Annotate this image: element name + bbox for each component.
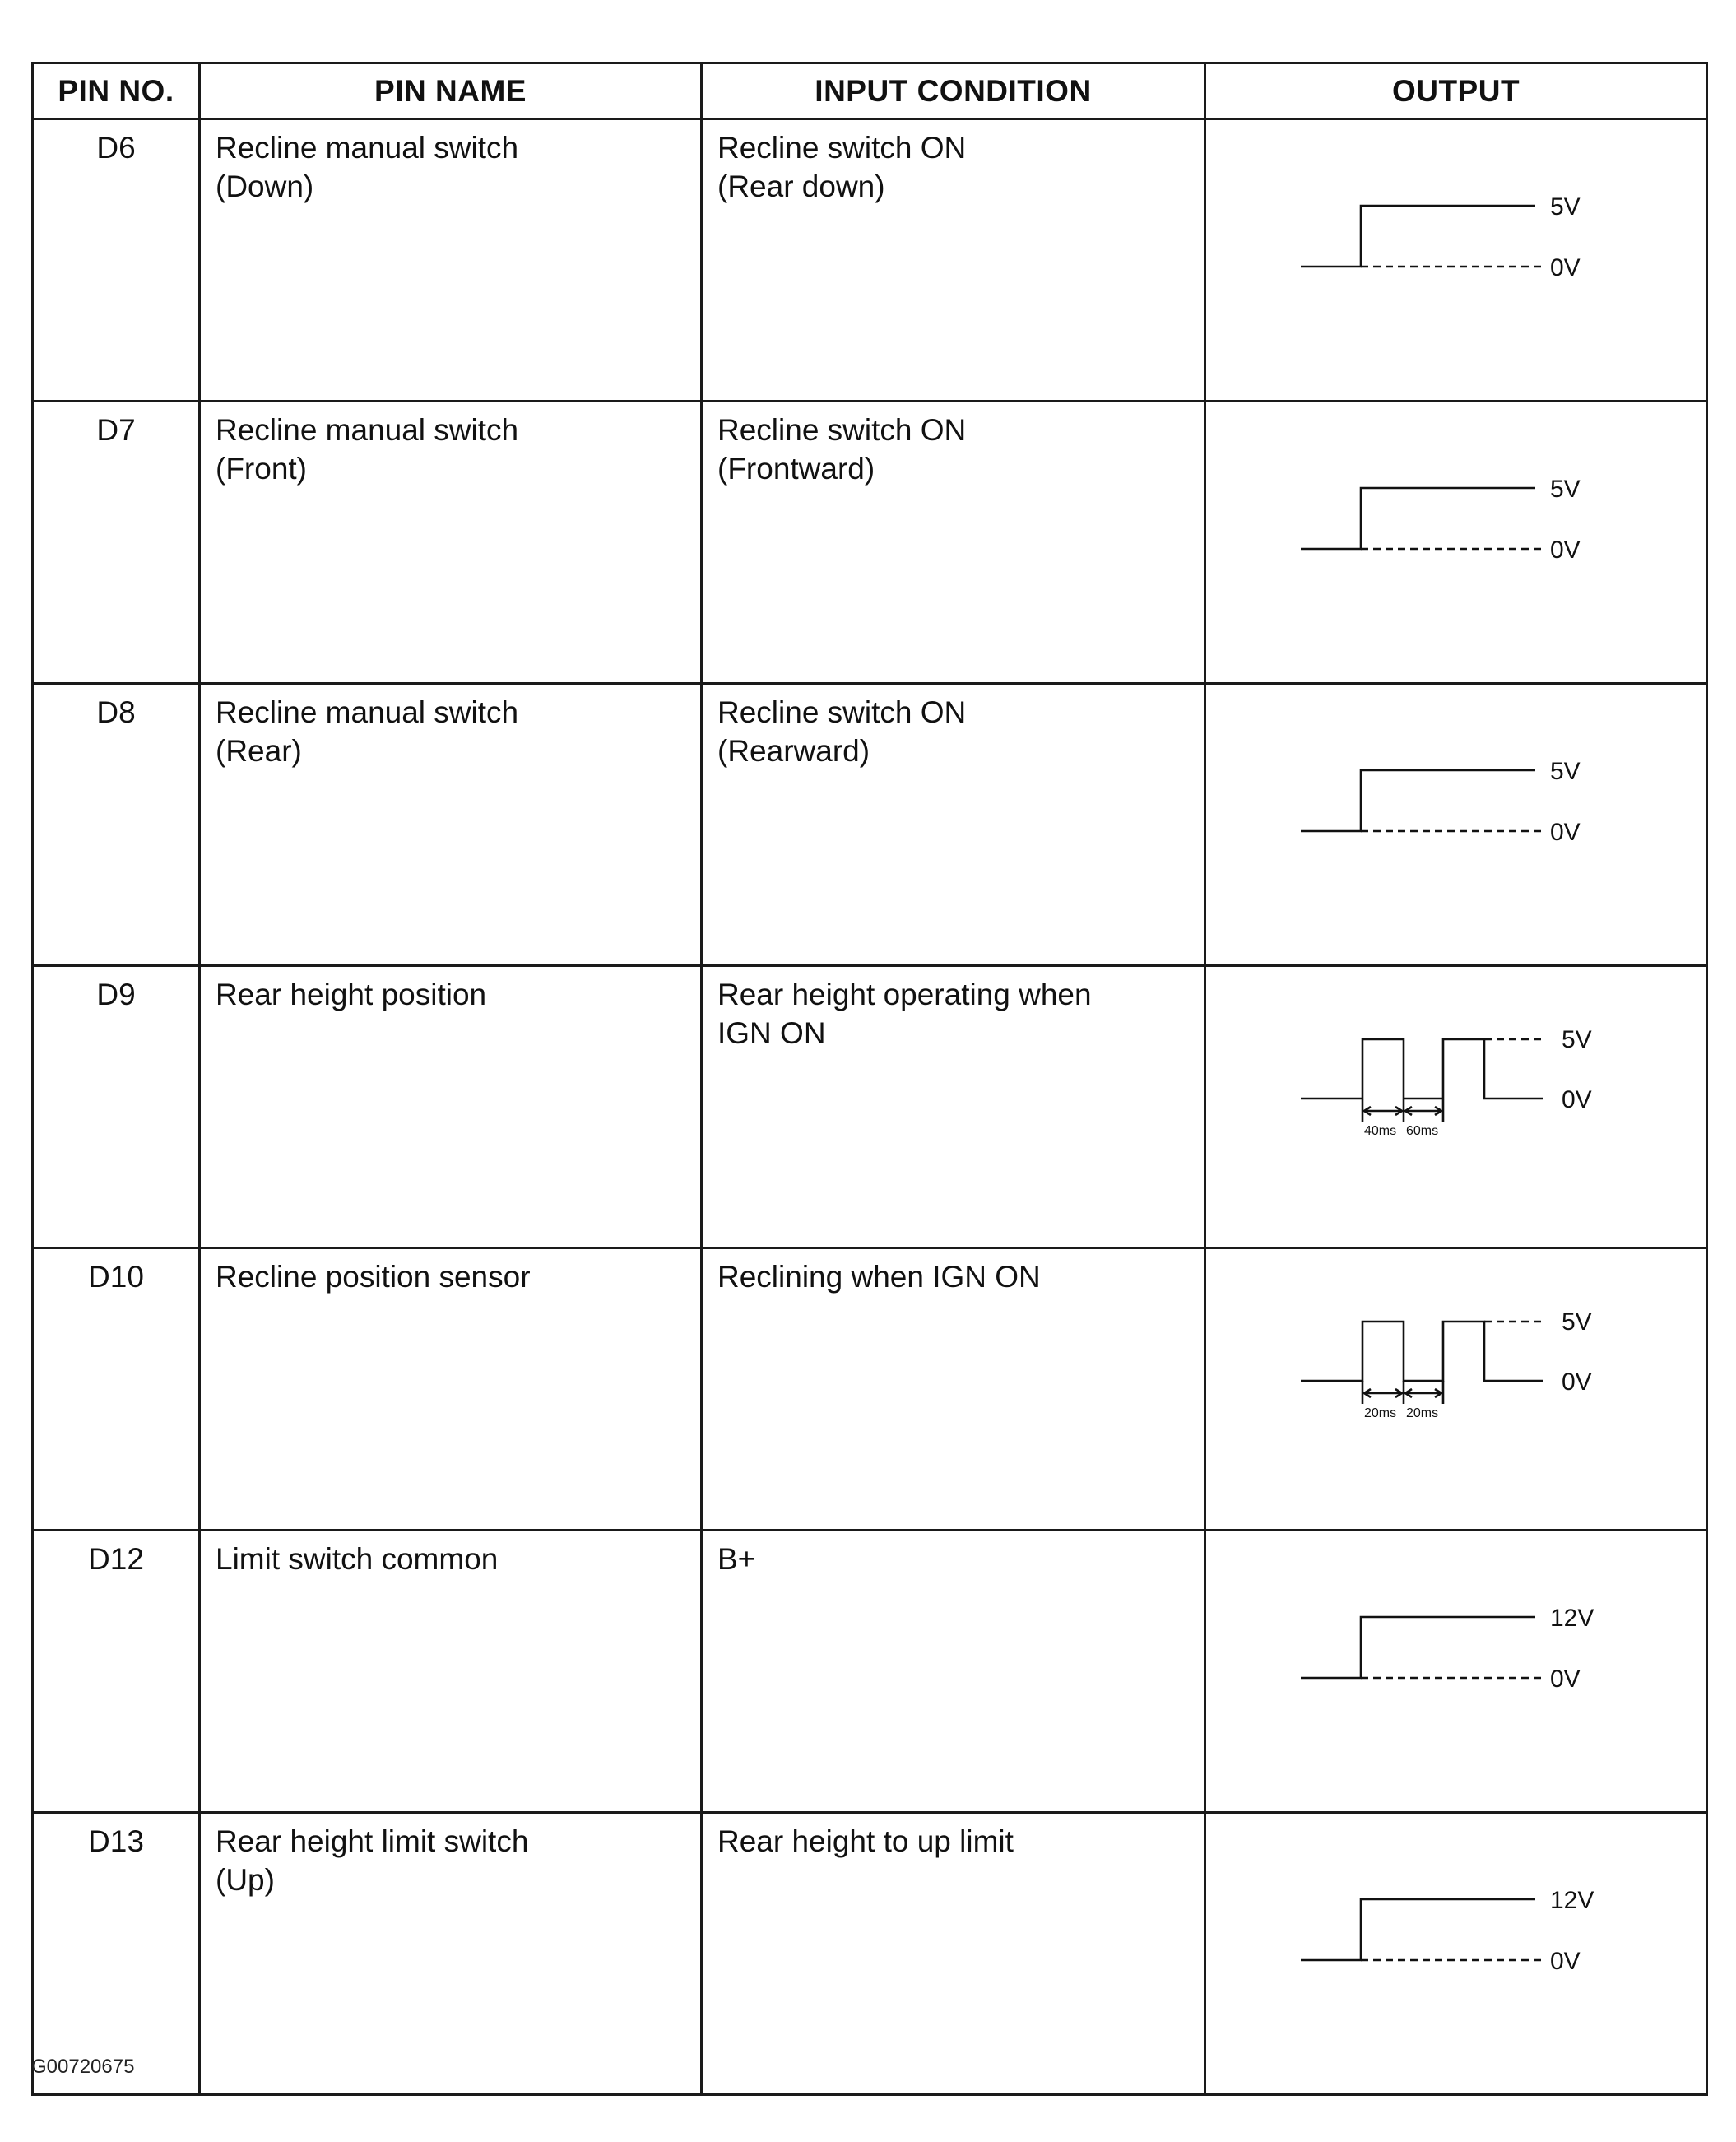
pin-number: D9 bbox=[33, 966, 200, 1248]
input-condition-cell bbox=[702, 684, 1205, 966]
header-pin-name: PIN NAME bbox=[200, 63, 702, 119]
input-condition-line: (Rear down) bbox=[717, 170, 885, 203]
output-cell bbox=[1205, 684, 1707, 966]
waveform-trace bbox=[1301, 1039, 1543, 1099]
waveform-trace bbox=[1301, 1899, 1535, 1960]
output-cell bbox=[1205, 1813, 1707, 2095]
pin-name-line: Recline manual switch bbox=[216, 131, 519, 165]
input-condition-cell bbox=[702, 966, 1205, 1248]
pin-name-cell bbox=[200, 966, 702, 1248]
low-level-label: 0V bbox=[1562, 1086, 1592, 1113]
input-condition-line: Recline switch ON bbox=[717, 695, 967, 729]
input-condition-line: Rear height operating when bbox=[717, 978, 1092, 1011]
output-waveform bbox=[1206, 120, 1703, 392]
pin-name-line: Rear height position bbox=[216, 978, 487, 1011]
output-waveform bbox=[1206, 1249, 1703, 1521]
waveform-trace bbox=[1301, 206, 1535, 267]
waveform-trace bbox=[1301, 770, 1535, 831]
pin-name-line: Recline position sensor bbox=[216, 1260, 531, 1294]
header-row bbox=[33, 63, 1707, 119]
table-row bbox=[33, 1531, 1707, 1813]
pin-name-cell bbox=[200, 402, 702, 684]
high-level-label: 12V bbox=[1550, 1887, 1594, 1914]
pin-name-cell bbox=[200, 1248, 702, 1531]
time-label: 20ms bbox=[1364, 1406, 1397, 1420]
input-condition-cell bbox=[702, 119, 1205, 402]
output-waveform bbox=[1206, 685, 1703, 956]
input-condition-line: Recline switch ON bbox=[717, 131, 967, 165]
high-level-label: 5V bbox=[1562, 1026, 1592, 1053]
input-condition-line: IGN ON bbox=[717, 1016, 826, 1050]
pin-name-line: Recline manual switch bbox=[216, 695, 519, 729]
high-level-label: 12V bbox=[1550, 1605, 1594, 1632]
output-cell bbox=[1205, 402, 1707, 684]
table-row bbox=[33, 1248, 1707, 1531]
pin-name-line: Recline manual switch bbox=[216, 413, 519, 447]
high-level-label: 5V bbox=[1550, 193, 1581, 221]
header-input-condition: INPUT CONDITION bbox=[702, 63, 1205, 119]
output-cell bbox=[1205, 966, 1707, 1248]
input-condition-cell bbox=[702, 1248, 1205, 1531]
pin-table bbox=[31, 62, 1708, 2096]
low-level-label: 0V bbox=[1550, 819, 1581, 846]
pin-name-cell bbox=[200, 119, 702, 402]
low-level-label: 0V bbox=[1550, 1948, 1581, 1975]
high-level-label: 5V bbox=[1550, 476, 1581, 503]
input-condition-line: (Frontward) bbox=[717, 452, 875, 486]
output-waveform bbox=[1206, 402, 1703, 674]
pin-name-cell bbox=[200, 1813, 702, 2095]
pin-number: D12 bbox=[33, 1531, 200, 1813]
output-cell bbox=[1205, 119, 1707, 402]
output-cell bbox=[1205, 1248, 1707, 1531]
table-row bbox=[33, 402, 1707, 684]
table-body bbox=[33, 119, 1707, 2095]
input-condition-cell bbox=[702, 1813, 1205, 2095]
table-row bbox=[33, 966, 1707, 1248]
input-condition-line: (Rearward) bbox=[717, 734, 870, 768]
pin-number: D13 bbox=[33, 1813, 200, 2095]
pin-name-cell bbox=[200, 684, 702, 966]
low-level-label: 0V bbox=[1550, 537, 1581, 564]
low-level-label: 0V bbox=[1550, 1666, 1581, 1693]
low-level-label: 0V bbox=[1562, 1368, 1592, 1396]
table-row bbox=[33, 1813, 1707, 2095]
pin-number: D7 bbox=[33, 402, 200, 684]
high-level-label: 5V bbox=[1550, 758, 1581, 785]
figure-id: G00720675 bbox=[31, 2056, 135, 2078]
output-cell bbox=[1205, 1531, 1707, 1813]
time-label: 60ms bbox=[1406, 1124, 1439, 1138]
pin-name-line: Limit switch common bbox=[216, 1542, 499, 1576]
input-condition-line: B+ bbox=[717, 1542, 756, 1576]
output-waveform bbox=[1206, 967, 1703, 1238]
pin-name-line: (Rear) bbox=[216, 734, 302, 768]
output-waveform bbox=[1206, 1531, 1703, 1803]
table-row bbox=[33, 684, 1707, 966]
waveform-trace bbox=[1301, 1322, 1543, 1381]
output-waveform bbox=[1206, 1814, 1703, 2085]
table-row bbox=[33, 119, 1707, 402]
pin-name-cell bbox=[200, 1531, 702, 1813]
low-level-label: 0V bbox=[1550, 254, 1581, 281]
input-condition-line: Recline switch ON bbox=[717, 413, 967, 447]
pin-number: D6 bbox=[33, 119, 200, 402]
pin-name-line: Rear height limit switch bbox=[216, 1824, 529, 1858]
input-condition-line: Reclining when IGN ON bbox=[717, 1260, 1041, 1294]
pin-name-line: (Front) bbox=[216, 452, 307, 486]
pin-name-line: (Up) bbox=[216, 1863, 275, 1897]
pin-name-line: (Down) bbox=[216, 170, 314, 203]
pin-number: D8 bbox=[33, 684, 200, 966]
waveform-trace bbox=[1301, 488, 1535, 549]
pin-number: D10 bbox=[33, 1248, 200, 1531]
high-level-label: 5V bbox=[1562, 1308, 1592, 1336]
input-condition-line: Rear height to up limit bbox=[717, 1824, 1014, 1858]
header-pin-no: PIN NO. bbox=[33, 63, 200, 119]
time-label: 20ms bbox=[1406, 1406, 1439, 1420]
header-output: OUTPUT bbox=[1205, 63, 1707, 119]
time-label: 40ms bbox=[1364, 1124, 1397, 1138]
input-condition-cell bbox=[702, 402, 1205, 684]
input-condition-cell bbox=[702, 1531, 1205, 1813]
waveform-trace bbox=[1301, 1617, 1535, 1678]
